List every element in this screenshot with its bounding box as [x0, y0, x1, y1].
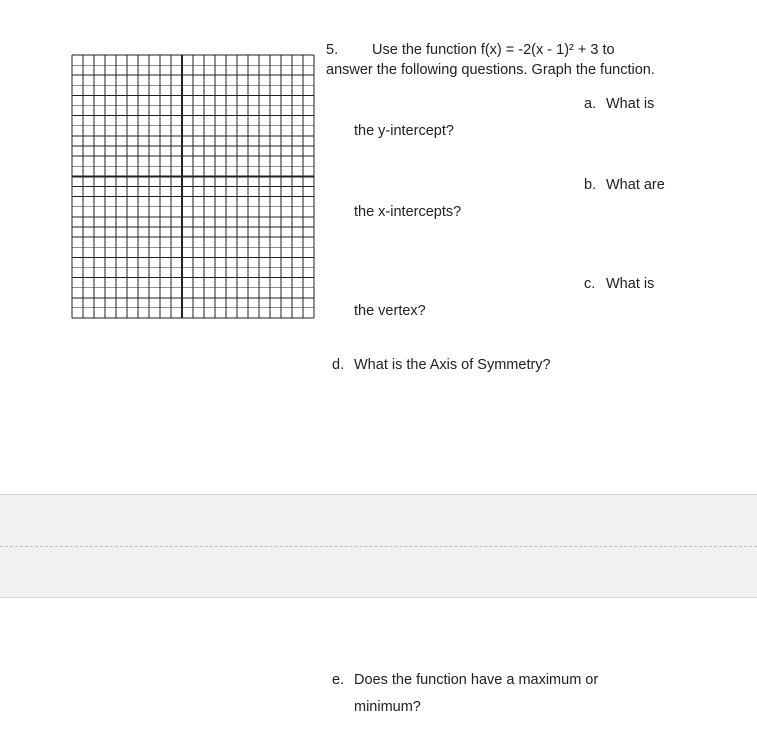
part-e-label: e.: [332, 672, 345, 688]
answer-area-top-border: [0, 494, 757, 495]
part-a-question: the y-intercept?: [354, 123, 454, 139]
page-break-dashed-line: [0, 546, 757, 547]
part-b-lead: What are: [606, 177, 665, 193]
part-c-lead: What is: [606, 276, 655, 292]
answer-area-bottom-border: [0, 597, 757, 598]
question-intro-line1: Use the function f(x) = -2(x - 1)² + 3 to: [372, 42, 615, 58]
part-e-question: Does the function have a maximum or: [354, 672, 599, 688]
question-number: 5.: [326, 42, 339, 58]
part-b-label: b.: [584, 177, 597, 193]
part-b-question: the x-intercepts?: [354, 204, 462, 220]
part-c-label: c.: [584, 276, 596, 292]
question-intro-line2: answer the following questions. Graph the function.: [326, 62, 655, 78]
part-d-question: What is the Axis of Symmetry?: [354, 357, 551, 373]
part-a-label: a.: [584, 96, 597, 112]
part-e-question-continued: minimum?: [354, 699, 421, 715]
part-d-label: d.: [332, 357, 345, 373]
coordinate-grid: [71, 54, 315, 319]
part-c-question: the vertex?: [354, 303, 426, 319]
part-a-lead: What is: [606, 96, 655, 112]
